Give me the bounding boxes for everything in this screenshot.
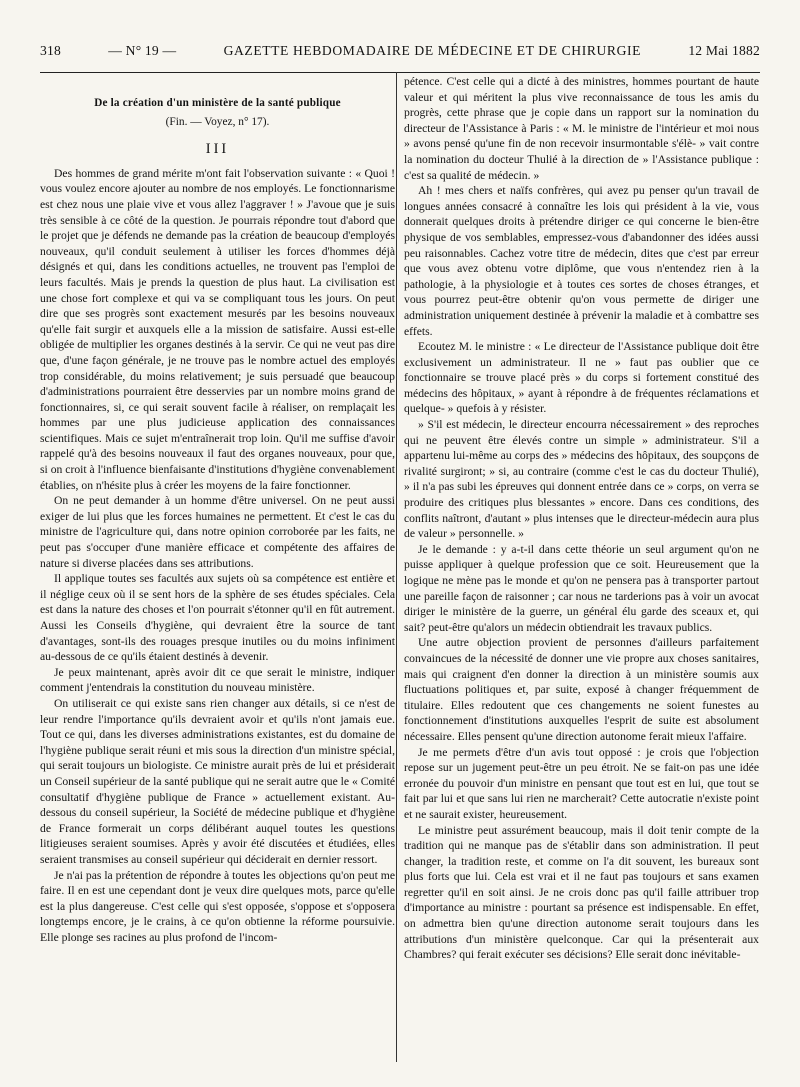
article-subtitle: (Fin. — Voyez, n° 17). [165,115,270,128]
column-divider [396,72,397,1062]
left-column [40,74,395,945]
page-header [40,36,760,66]
paragraph: pétence. C'est celle qui a dicté à des ministres, hommes pourtant de haute valeur et qui méritent la plus vive reconnaissance de tous les amis du progrès, cette phrase que je copie dans un rapport sur la nomination du directeur de l'Assistance à Paris : « M. le ministre de l'intérieur et moi nous » avons pensé qu'une fin de non recevoir insurmontable s'élè- » vait contre la nomination du docteur Thulié à la direction de » l'Assistance publique : c'est sa qualité de médecin. » [404,75,759,182]
paragraph: Ah ! mes chers et naïfs confrères, qui avez pu penser qu'un travail de longues années consacré à connaître les lois qui président à la vie, vous donnerait quelques droits à prétendre diriger ce qui concerne le bien-être physique de vos semblables, empressez-vous d'abandonner des idées aussi peu raisonnables. Cachez votre titre de médecin, dites que c'est par erreur que vous avez obtenu votre diplôme, que vous n'entendez rien à la pathologie, à la physiologie et à toutes ces sortes de choses étranges, et vous pourrez peut-être obtenir qu'on vous permette de diriger une administration uniquement destinée à prévenir la maladie et à combattre ses effets. [404,184,759,338]
page-number: 318 [40,43,61,58]
paragraph: » S'il est médecin, le directeur encourra nécessairement » des reproches qui ne peuvent être élevés contre un simple » administrateur. S'il a appartenu lui-même au corps des » médecins des hôpitaux, des soupçons de rivalité surgiront; » si, au contraire (comme c'est le cas du docteur Thulié), » il n'a pas subi les épreuves qui donnent entrée dans ce » corps, on verra se produire des critiques plus blessantes » encore. Dans ces conditions, des conflits naîtront, d'autant » plus intenses que le directeur-médecin aura plus de valeur » personnelle. » [404,418,759,541]
paragraph: Je peux maintenant, après avoir dit ce que serait le ministre, indiquer comment j'entendrais la constitution du nouveau ministère. [40,665,395,695]
paragraph: Il applique toutes ses facultés aux sujets où sa compétence est entière et il néglige ceux où il se sent hors de la sphère de ses études spéciales. Cela est dans la nature des choses et l'on pourrait s'étonner qu'il en fût autrement. Aussi les Conseils d'hygiène, qui devraient être la source de tant d'avantages, sont-ils des rouages presque inutiles ou du moins infiniment au-dessous de ce qu'ils étaient destinés à devenir. [40,572,395,664]
paragraph: On utiliserait ce qui existe sans rien changer aux détails, si ce n'est de leur rendre l'importance qu'ils devraient avoir et qu'ils n'ont jamais eue. Tout ce qui, dans les diverses administrations existantes, est du domaine de l'hygiène publique serait réuni et mis sous la direction d'un ministre spécial, qui serait toujours un biologiste. Ce ministre aurait près de lui et présiderait un Conseil supérieur de la santé publique qui ne serait autre que le « Comité consultatif d'hygiène publique de France » actuellement existant. Au-dessous du conseil supérieur, la Société de médecine publique et d'hygiène de France formerait un corps délibérant auquel toutes les questions litigieuses seraient soumises. Après y avoir été discutées et étudiées, elles seraient transmises au conseil supérieur qui déciderait en dernier ressort. [40,696,395,866]
paragraph: Des hommes de grand mérite m'ont fait l'observation suivante : « Quoi ! vous voulez encore ajouter au nombre de nos employés. Le fonctionnarisme est chez nous une plaie vive et vous allez l'aggraver ! » J'avoue que je suis très sensible à ce côté de la question. Je pourrais répondre tout d'abord que le projet que je défends ne demande pas la création de beaucoup d'employés nouveaux, qu'il conduit seulement à utiliser les forces d'hommes déjà désignés et qui, dans les conditions actuelles, ne trouvent pas l'emploi de leurs facultés. Mais je prends la question de plus haut. La civilisation est une chose fort complexe et qui va se compliquant tous les jours. On peut dire que ses progrès sont exactement mesurés par les besoins nouveaux qu'elle fait surgir et auxquels elle a la mission de satisfaire. Aussi est-elle obligée de multiplier les organes destinés à la servir. Ce qui ne veut pas dire que, d'une façon générale, je ne trouve pas le nombre actuel des employés trop considérable, du moins relativement; je suis persuadé que beaucoup d'administrations pourraient être desservies par un nombre moins grand de fonctionnaires, si, ce qui serait souvent facile à réaliser, on remplaçait les hommes par une plus judicieuse application des connaissances scientifiques. Mais ce sujet m'entraînerait trop loin. Qu'il me suffise d'avoir rappelé qu'à des besoins nouveaux il faut des organes nouveaux, pour que, si on croit à l'influence bienfaisante d'institutions d'hygiène convenablement établies, on n'hésite plus à créer les moyens de la faire fonctionner. [40,166,395,492]
paragraph: Une autre objection provient de personnes d'ailleurs parfaitement convaincues de la nécessité de donner une vie propre aux choses sanitaires, mais qui craignent d'en donner la direction à un ministère soumis aux fluctuations politiques et, par suite, exposé à changer fréquemment de titulaire. Elles redoutent que ces changements ne soient funestes au fonctionnement d'institutions auxquelles l'esprit de suite est absolument nécessaire. Elles pensent qu'une direction autonome ferait mieux l'affaire. [404,636,759,743]
article-title: De la création d'un ministère de la santé publique [94,97,341,109]
paragraph: Je me permets d'être d'un avis tout opposé : je crois que l'objection repose sur un jugement peut-être un peu étroit. Ne se fait-on pas une idée erronée du pouvoir d'un ministre en pensant que tout est en lui, que tout se fait par lui et que sans lui rien ne marcherait? Cette autocratie n'existe point et ne saurait exister, heureusement. [404,745,759,821]
paragraph: Je n'ai pas la prétention de répondre à toutes les objections qu'on peut me faire. Il en est une cependant dont je veux dire quelques mots, parce qu'elle est la plus dangereuse. C'est celle qui s'est opposée, s'oppose et s'opposera longtemps encore, je le crains, à ce qu'on obtienne la réforme poursuivie. Elle plonge ses racines au plus profond de l'incom- [40,868,395,944]
header-rule [40,72,760,73]
paragraph: Le ministre peut assurément beaucoup, mais il doit tenir compte de la tradition qui ne manque pas de s'établir dans son administration. Il peut changer, la tradition reste, et comme on l'a dit souvent, les bureaux sont plus forts que lui. Cela est vrai et il ne faut pas toujours et sans examen regretter qu'il en soit ainsi. Je ne crois donc pas qu'il faille attribuer trop d'importance au ministre : pourtant sa présence est indispensable. En effet, on admettra bien qu'une direction autonome serait toujours dans les attributions d'un ministère quelconque. Car qui la présenterait aux Chambres? qui ferait exécuter ses décisions? Elle serait donc inévitable- [404,823,759,962]
right-column [404,74,759,963]
paragraph: On ne peut demander à un homme d'être universel. On ne peut aussi exiger de lui plus que les forces humaines ne permettent. Et c'est le cas du ministre de l'agriculture qui, dans notre opinion corroborée par les faits, ne peut pas s'occuper d'une manière efficace et compétente des affaires de nature si diverse placées dans ses attributions. [40,494,395,570]
paragraph: Ecoutez M. le ministre : « Le directeur de l'Assistance publique doit être exclusivement un administrateur. Il ne » faut pas oublier que ce fonctionnaire se trouve placé près » du corps si fortement constitué des médecins des hôpitaux, » ayant à répondre à de fréquentes réclamations et quelque- » quefois à y résister. [404,340,759,416]
paragraph: Je le demande : y a-t-il dans cette théorie un seul argument qu'on ne puisse appliquer à quelque profession que ce soit. Heureusement que la logique ne mène pas le monde et qu'on ne pensera pas à transporter partout une pareille façon de raisonner ; car nous ne tarderions pas à voir un avocat diriger le ministère de la guerre, un général élu garde des sceaux et, qui sait? peut-être qu'alors un médecin obtiendrait les travaux publics. [404,542,759,634]
publication-title: GAZETTE HEBDOMADAIRE DE MÉDECINE ET DE CHIRURGIE [223,43,642,58]
section-number: III [205,141,230,158]
issue-date: 12 Mai 1882 [688,43,760,58]
issue-number: — N° 19 — [108,43,177,58]
